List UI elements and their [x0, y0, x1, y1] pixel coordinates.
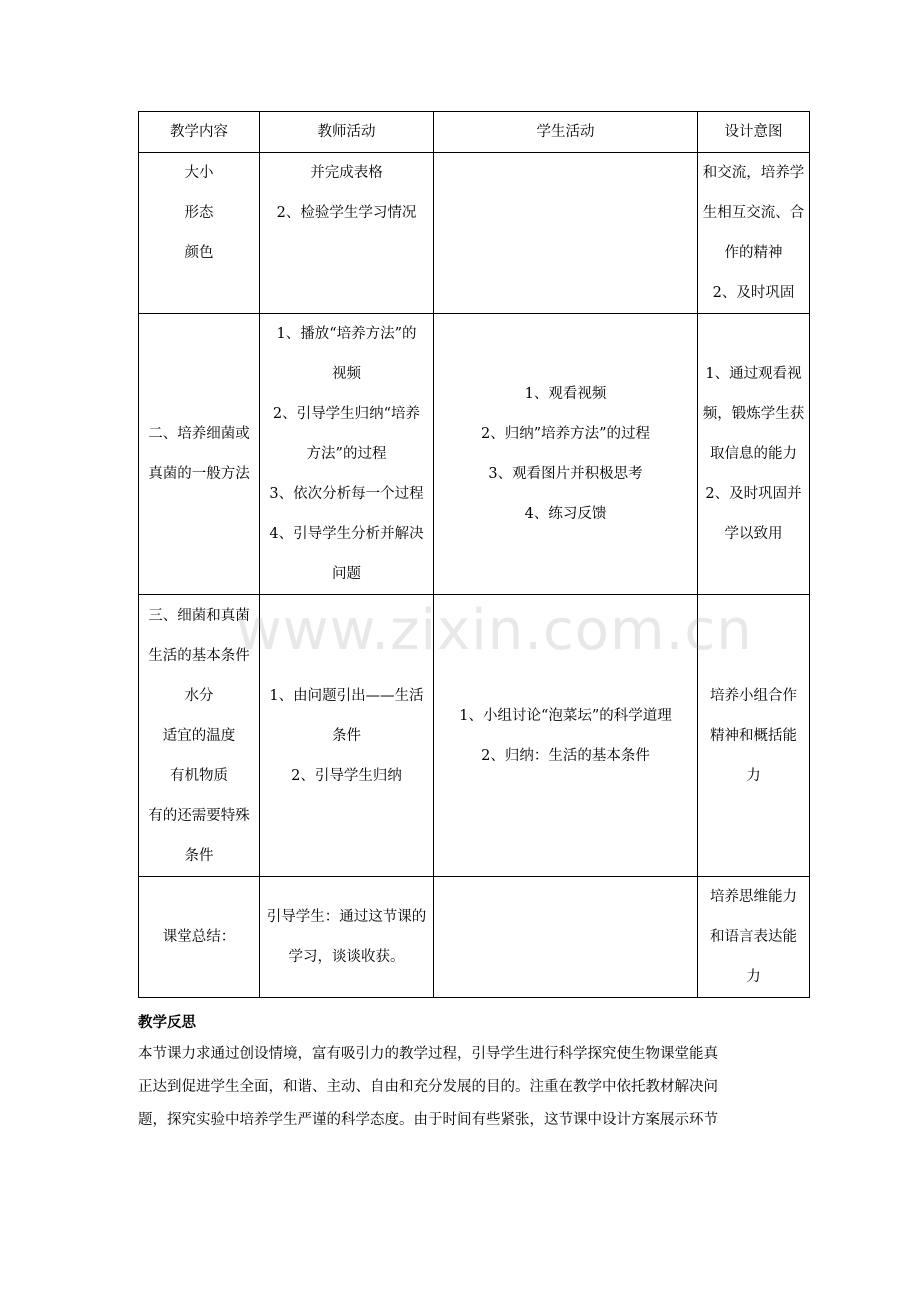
- cell-line: 条件: [332, 727, 361, 744]
- reflection-title: 教学反思: [138, 1015, 196, 1031]
- watermark: www.zixin.com.cn: [236, 598, 753, 663]
- cell-line: 3、依次分析每一个过程: [269, 486, 424, 502]
- cell-line: 2、检验学生学习情况: [276, 205, 417, 221]
- cell-line: 有的还需要特殊: [148, 807, 250, 824]
- cell-line: 精神和概括能: [710, 727, 797, 744]
- cell-line: 频，锻炼学生获: [702, 406, 805, 422]
- cell-line: 学习，谈谈收获。: [288, 949, 405, 965]
- cell-line: 生相互交流、合: [702, 205, 805, 221]
- cell-line: 2、引导学生归纳: [291, 767, 402, 784]
- cell-line: 1、通过观看视: [705, 366, 802, 382]
- cell-line: 力: [746, 767, 761, 784]
- cell-line: 并完成表格: [310, 165, 383, 181]
- reflection-line: 题，探究实验中培养学生严谨的科学态度。由于时间有些紧张，这节课中设计方案展示环节: [138, 1112, 718, 1128]
- cell-line: 2、及时巩固: [712, 285, 795, 301]
- cell-student: [434, 877, 698, 998]
- table-row: [139, 314, 810, 595]
- cell-line: 视频: [332, 366, 361, 382]
- reflection-line: 本节课力求通过创设情境，富有吸引力的教学过程，引导学生进行科学探究使生物课堂能真: [138, 1046, 718, 1062]
- reflection-line: 正达到促进学生全面，和谐、主动、自由和充分发展的目的。注重在教学中依托教材解决问: [138, 1079, 718, 1095]
- cell-line: 水分: [184, 687, 214, 704]
- cell-line: 4、练习反馈: [524, 506, 607, 522]
- lesson-plan-table: [138, 111, 810, 998]
- cell-line: 1、由问题引出——生活: [269, 687, 424, 704]
- cell-line: 二、培养细菌或: [148, 426, 250, 442]
- header-cell-teacher: 教师活动: [260, 112, 434, 153]
- cell-line: 方法”的过程: [306, 446, 387, 462]
- cell-line: 取信息的能力: [710, 446, 797, 462]
- cell-line: 3、观看图片并积极思考: [488, 466, 643, 482]
- cell-teacher: [260, 153, 434, 314]
- cell-line: 颜色: [184, 245, 214, 261]
- cell-line: 生活的基本条件: [148, 647, 250, 664]
- cell-line: 条件: [184, 847, 214, 864]
- cell-student: [434, 314, 698, 595]
- table-row: [139, 153, 810, 314]
- cell-line: 有机物质: [170, 767, 228, 784]
- cell-student: [434, 153, 698, 314]
- table-row: [139, 877, 810, 998]
- cell-content: [139, 153, 260, 314]
- cell-line: 1、播放“培养方法”的: [276, 326, 417, 342]
- cell-line: 和语言表达能: [710, 929, 797, 945]
- reflection-section: [138, 1012, 778, 1137]
- reflection-body: [138, 1038, 778, 1137]
- cell-line: 和交流，培养学: [702, 165, 805, 181]
- cell-line: 1、观看视频: [524, 386, 607, 402]
- cell-line: 培养小组合作: [710, 687, 797, 704]
- cell-line: 1、小组讨论“泡菜坛”的科学道理: [459, 707, 672, 724]
- cell-line: 课堂总结：: [162, 929, 236, 945]
- cell-design: [698, 153, 810, 314]
- cell-design: [698, 877, 810, 998]
- cell-teacher: [260, 877, 434, 998]
- cell-line: 2、归纳：生活的基本条件: [481, 747, 650, 764]
- cell-line: 三、细菌和真菌: [148, 607, 250, 624]
- header-cell-design: 设计意图: [698, 112, 810, 153]
- cell-content: [139, 314, 260, 595]
- cell-line: 真菌的一般方法: [148, 466, 250, 482]
- cell-line: 4、引导学生分析并解决: [269, 526, 424, 542]
- cell-line: 2、引导学生归纳“培养: [272, 406, 421, 422]
- cell-line: 2、及时巩固并: [705, 486, 802, 502]
- cell-line: 培养思维能力: [710, 889, 797, 905]
- cell-line: 作的精神: [724, 245, 783, 261]
- cell-line: 力: [746, 969, 761, 985]
- cell-content: [139, 877, 260, 998]
- cell-teacher: [260, 314, 434, 595]
- header-cell-student: 学生活动: [434, 112, 698, 153]
- cell-line: 适宜的温度: [162, 727, 236, 744]
- cell-design: [698, 314, 810, 595]
- cell-line: 问题: [332, 566, 361, 582]
- cell-line: 引导学生：通过这节课的: [266, 909, 427, 925]
- cell-line: 形态: [184, 205, 214, 221]
- cell-line: 2、归纳”培养方法”的过程: [480, 426, 651, 442]
- cell-line: 大小: [184, 165, 214, 181]
- cell-line: 学以致用: [724, 526, 783, 542]
- header-cell-content: 教学内容: [139, 112, 260, 153]
- table-header-row: [139, 112, 810, 153]
